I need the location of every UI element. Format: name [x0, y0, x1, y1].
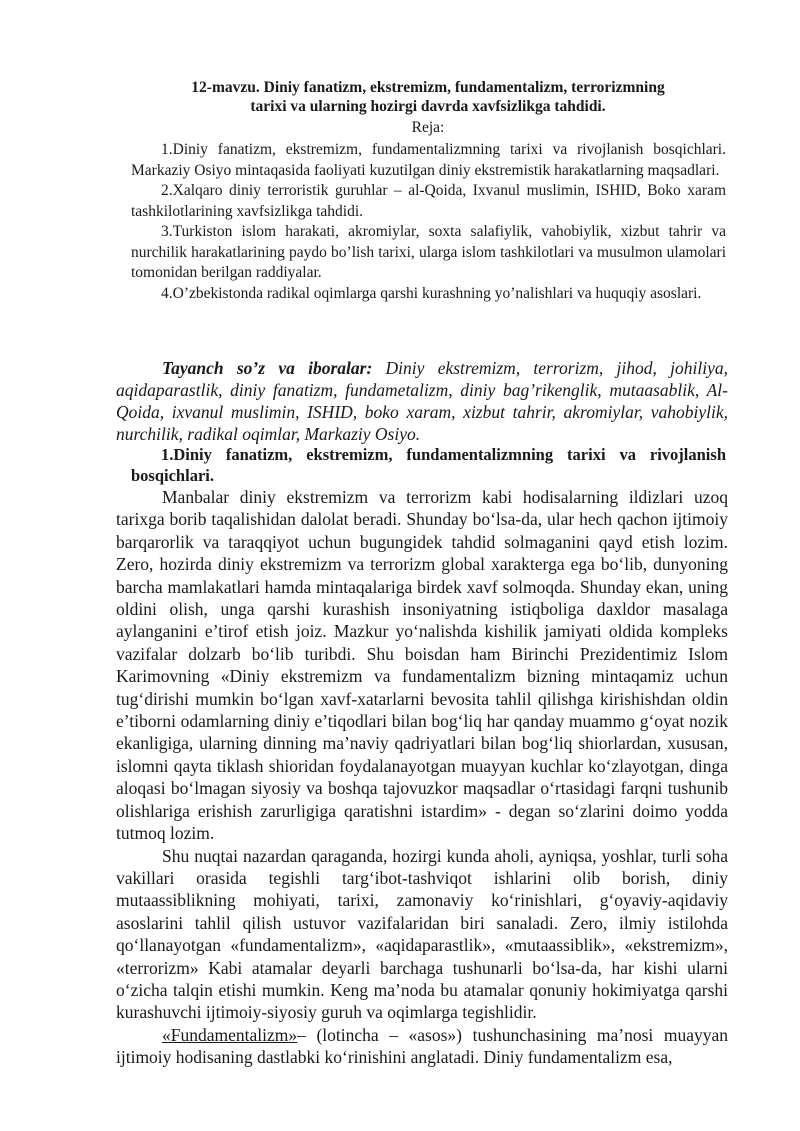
paragraph-3-text: – (lotincha – «asos») tushunchasining ma’nosi muayyan ijtimoiy hodisaning dastlabki ko‘rinishini anglatadi. Diniy fundamentalizm esa, [116, 1024, 728, 1068]
keywords-label: Tayanch so’z va iboralar: [162, 358, 373, 378]
paragraph-2: Shu nuqtai nazardan qaraganda, hozirgi kunda aholi, ayniqsa, yoshlar, turli soha vakillari orasida tegishli targ‘ibot-tashviqot ishlarini olib borish, diniy mutaassiblikning mohiyati, tarixi, zamonaviy ko‘rinishlari, g‘oyaviy-aqidaviy asoslarini tahlil qilish ustuvor vazifalaridan biri sanaladi. Zero, ilmiy istilohda qo‘llanayotgan «fundamentalizm», «aqidaparastlik», «mutaassiblik», «ekstremizm», «terrorizm» Kabi atamalar deyarli barchaga tushunarli bo‘lsa-da, har kishi ularni o‘zicha talqin etishi mumkin. Keng ma’noda bu atamalar qonuniy hokimiyatga qarshi kurashuvchi ijtimoiy-siyosiy guruh va oqimlarga tegishlidir. [116, 845, 728, 1023]
title-line-1: 12-mavzu. Diniy fanatizm, ekstremizm, fundamentalizm, terrorizmning [191, 79, 665, 96]
title-line-2: tarixi va ularning hozirgi davrda xavfsizlikga tahdidi. [250, 98, 606, 115]
body-text [116, 486, 728, 1069]
plan-item-4: 4.O’zbekistonda radikal oqimlarga qarshi kurashning yo’nalishlari va huquqiy asoslari. [161, 284, 702, 302]
plan-item-3: 3.Turkiston islom harakati, akromiylar, soxta salafiylik, vahobiylik, xizbut tahrir va nurchilik harakatlarining paydo bo’lish tarixi, ularga islom tashkilotlari va musulmon ulamolari tomonidan berilgan raddiyalar. [131, 223, 726, 281]
plan-label: Reja: [411, 119, 445, 136]
section-heading: 1.Diniy fanatizm, ekstremizm, fundamentalizmning tarixi va rivojlanish bosqichlari. [131, 445, 726, 485]
document-title [130, 78, 726, 116]
paragraph-3 [116, 1024, 728, 1069]
paragraph-1: Manbalar diniy ekstremizm va terrorizm kabi hodisalarning ildizlari uzoq tarixga borib taqalishidan dalolat beradi. Shunday bo‘lsa-da, ular hech qachon ijtimoiy barqarorlik va taraqqiyot uchun bugungidek tahdid solmaganini qayd etish lozim. Zero, hozirda diniy ekstremizm va terrorizm global xarakterga ega bo‘lib, dunyoning barcha mamlakatlari hamda mintaqalariga birdek xavf solmoqda. Shunday ekan, uning oldini olish, unga qarshi kurashish insoniyatning istiqboliga daxldor masalaga aylanganini e’tirof etish joiz. Mazkur yo‘nalishda kishilik jamiyati oldida kompleks vazifalar dolzarb bo‘lib turibdi. Shu boisdan ham Birinchi Prezidentimiz Islom Karimovning «Diniy ekstremizm va fundamentalizm bizning mintaqamiz uchun tug‘dirishi mumkin bo‘lgan xavf-xatarlarni bevosita tahlil qilishga kirishishdan oldin e’tiborni odamlarning diniy e’tiqodlari bilan bog‘liq har qanday muammo g‘oyat nozik ekanligiga, ularning dinning ma’naviy qadriyatlari bilan bog‘liq shiorlardan, xususan, islomni qayta tiklash shioridan foydalanayotgan muayyan kuchlar ko‘zlayotgan, dinga aloqasi bo‘lmagan siyosiy va boshqa tajovuzkor maqsadlar o‘rtasidagi farqni tushunib olishlariga erishish zarurligiga qaratishni istardim» - degan so‘zlarini doimo yodda tutmoq lozim. [116, 487, 728, 844]
fundamentalism-term: «Fundamentalizm» [162, 1024, 298, 1045]
keywords-paragraph [116, 357, 728, 445]
plan-item-1: 1.Diniy fanatizm, ekstremizm, fundamentalizmning tarixi va rivojlanish bosqichlari. Markaziy Osiyo mintaqasida faoliyati kuzutilgan diniy ekstremistik harakatlarning maqsadlari. [131, 141, 726, 179]
plan-item-2: 2.Xalqaro diniy terroristik guruhlar – al-Qoida, Ixvanul muslimin, ISHID, Boko xaram tashkilotlarining xavfsizlikga tahdidi. [131, 182, 726, 220]
keywords-text: Diniy ekstremizm, terrorizm, jihod, johiliya, aqidaparastlik, diniy fanatizm, fundametalizm, diniy bag’rikenglik, mutaasablik, Al-Qoida, ixvanul muslimin, ISHID, boko xaram, xizbut tahrir, akromiylar, vahobiylik, nurchilik, radikal oqimlar, Markaziy Osiyo. [116, 358, 728, 444]
plan-list [131, 140, 726, 304]
